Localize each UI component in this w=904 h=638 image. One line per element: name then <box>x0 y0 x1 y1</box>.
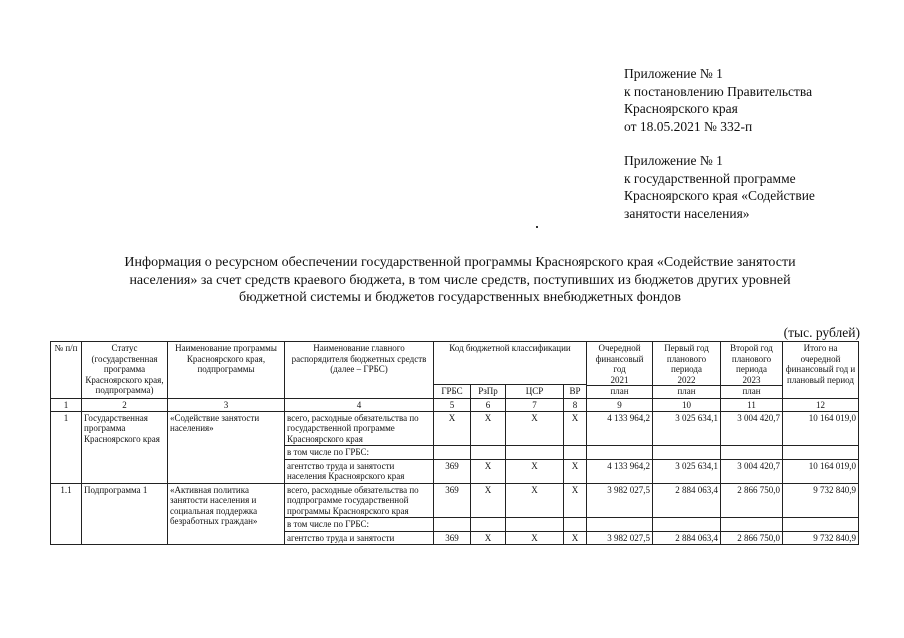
row-rzpr: Х <box>471 483 506 518</box>
approval-line: Приложение № 1 <box>624 66 723 81</box>
row-csr <box>506 518 564 532</box>
row-y3: 2 866 750,0 <box>721 531 783 545</box>
column-number: 4 <box>285 398 434 411</box>
header-year-3-year: 2023 <box>721 375 782 387</box>
column-number: 7 <box>506 398 564 411</box>
header-csr: ЦСР <box>506 385 564 399</box>
column-number: 2 <box>82 398 168 411</box>
header-year-3-title: Второй год планового периода <box>730 343 773 374</box>
header-year-2-title: Первый год планового периода <box>664 343 709 374</box>
row-y1: 4 133 964,2 <box>587 459 653 483</box>
column-number: 12 <box>783 398 859 411</box>
header-name: Наименование программы Красноярского края, подпрограммы <box>168 342 285 399</box>
row-rzpr <box>471 518 506 532</box>
row-vr: Х <box>564 459 587 483</box>
row-rzpr: Х <box>471 531 506 545</box>
row-grbs-name: агентство труда и занятости <box>285 531 434 545</box>
header-grbs-name: Наименование главного распорядителя бюджетных средств (далее – ГРБС) <box>285 342 434 399</box>
header-year-2 <box>653 342 721 399</box>
row-csr: Х <box>506 459 564 483</box>
row-total: 10 164 019,0 <box>783 459 859 483</box>
approval-line: Красноярского края «Содействие <box>624 188 815 203</box>
row-y2 <box>653 446 721 460</box>
header-num: № п/п <box>51 342 82 399</box>
row-y2: 2 884 063,4 <box>653 531 721 545</box>
column-number: 9 <box>587 398 653 411</box>
row-y2 <box>653 518 721 532</box>
row-csr <box>506 446 564 460</box>
row-rzpr: Х <box>471 459 506 483</box>
row-rzpr <box>471 446 506 460</box>
row-grbs-name: всего, расходные обязательства по подпрограмме государственной программы Красноярского края <box>285 483 434 518</box>
row-grbs: 369 <box>434 531 471 545</box>
title-line: Информация о ресурсном обеспечении государственной программы Красноярского края «Содействие занятости <box>124 255 796 270</box>
row-grbs-name: агентство труда и занятости населения Красноярского края <box>285 459 434 483</box>
header-status: Статус (государственная программа Красноярского края, подпрограмма) <box>82 342 168 399</box>
row-y2: 2 884 063,4 <box>653 483 721 518</box>
row-y3: 3 004 420,7 <box>721 411 783 446</box>
row-y1: 3 982 027,5 <box>587 483 653 518</box>
row-csr: Х <box>506 411 564 446</box>
table-row <box>51 483 859 518</box>
row-grbs: 369 <box>434 483 471 518</box>
row-name: «Содействие занятости населения» <box>168 411 285 483</box>
approval-block-program <box>624 152 894 222</box>
row-total: 9 732 840,9 <box>783 531 859 545</box>
row-rzpr: Х <box>471 411 506 446</box>
row-total <box>783 518 859 532</box>
row-y2: 3 025 634,1 <box>653 459 721 483</box>
title-line: населения» за счет средств краевого бюджета, в том числе средств, поступивших из бюджетов других уровней <box>129 272 791 288</box>
row-vr: Х <box>564 411 587 446</box>
column-number: 5 <box>434 398 471 411</box>
row-grbs <box>434 518 471 532</box>
row-vr: Х <box>564 483 587 518</box>
row-grbs: Х <box>434 411 471 446</box>
row-total: 9 732 840,9 <box>783 483 859 518</box>
approval-line: от 18.05.2021 № 332-п <box>624 118 753 134</box>
resource-table <box>50 341 859 545</box>
row-name: «Активная политика занятости населения и социальная поддержка безработных граждан» <box>168 483 285 545</box>
column-number: 8 <box>564 398 587 411</box>
row-csr: Х <box>506 483 564 518</box>
row-grbs-name: всего, расходные обязательства по государственной программе Красноярского края <box>285 411 434 446</box>
approval-line: Приложение № 1 <box>624 153 723 168</box>
header-year-3-plan: план <box>742 386 761 396</box>
header-total: Итого на очередной финансовый год и плановый период <box>783 342 859 399</box>
row-y3: 2 866 750,0 <box>721 483 783 518</box>
header-year-3 <box>721 342 783 399</box>
header-year-1-year: 2021 <box>587 375 652 387</box>
scan-speck <box>536 226 538 228</box>
document-title <box>60 254 860 307</box>
column-number: 11 <box>721 398 783 411</box>
row-y3 <box>721 518 783 532</box>
row-grbs <box>434 446 471 460</box>
header-year-2-year: 2022 <box>653 375 720 387</box>
row-y1: 3 982 027,5 <box>587 531 653 545</box>
approval-block-decree <box>624 65 894 135</box>
row-total: 10 164 019,0 <box>783 411 859 446</box>
approval-line: к государственной программе <box>624 170 796 186</box>
row-y3: 3 004 420,7 <box>721 459 783 483</box>
row-grbs-name: в том числе по ГРБС: <box>285 446 434 460</box>
table-row <box>51 411 859 446</box>
title-line: бюджетной системы и бюджетов государственных внебюджетных фондов <box>238 290 682 305</box>
header-year-1 <box>587 342 653 399</box>
row-num: 1 <box>51 411 82 483</box>
approval-line: занятости населения» <box>624 205 750 221</box>
row-status: Государственная программа Красноярского края <box>82 411 168 483</box>
row-y1: 4 133 964,2 <box>587 411 653 446</box>
row-vr <box>564 446 587 460</box>
header-year-1-title: Очередной финансовый год <box>595 343 644 374</box>
header-rzpr: РзПр <box>471 385 506 399</box>
row-vr <box>564 518 587 532</box>
units-label: (тыс. рублей) <box>783 325 860 340</box>
column-number: 10 <box>653 398 721 411</box>
row-y3 <box>721 446 783 460</box>
column-number: 3 <box>168 398 285 411</box>
row-y2: 3 025 634,1 <box>653 411 721 446</box>
header-year-2-plan: план <box>677 386 696 396</box>
header-row <box>51 342 859 385</box>
row-num: 1.1 <box>51 483 82 545</box>
approval-line: Красноярского края <box>624 101 738 116</box>
row-y1 <box>587 518 653 532</box>
column-numbers-row <box>51 398 859 411</box>
row-grbs: 369 <box>434 459 471 483</box>
header-year-1-plan: план <box>610 386 629 396</box>
header-budget-code: Код бюджетной классификации <box>434 342 587 385</box>
column-number: 6 <box>471 398 506 411</box>
row-total <box>783 446 859 460</box>
row-status: Подпрограмма 1 <box>82 483 168 545</box>
header-vr: ВР <box>564 385 587 399</box>
column-number: 1 <box>51 398 82 411</box>
row-vr: Х <box>564 531 587 545</box>
row-grbs-name: в том числе по ГРБС: <box>285 518 434 532</box>
row-csr: Х <box>506 531 564 545</box>
header-grbs: ГРБС <box>434 385 471 399</box>
approval-line: к постановлению Правительства <box>624 83 813 99</box>
row-y1 <box>587 446 653 460</box>
